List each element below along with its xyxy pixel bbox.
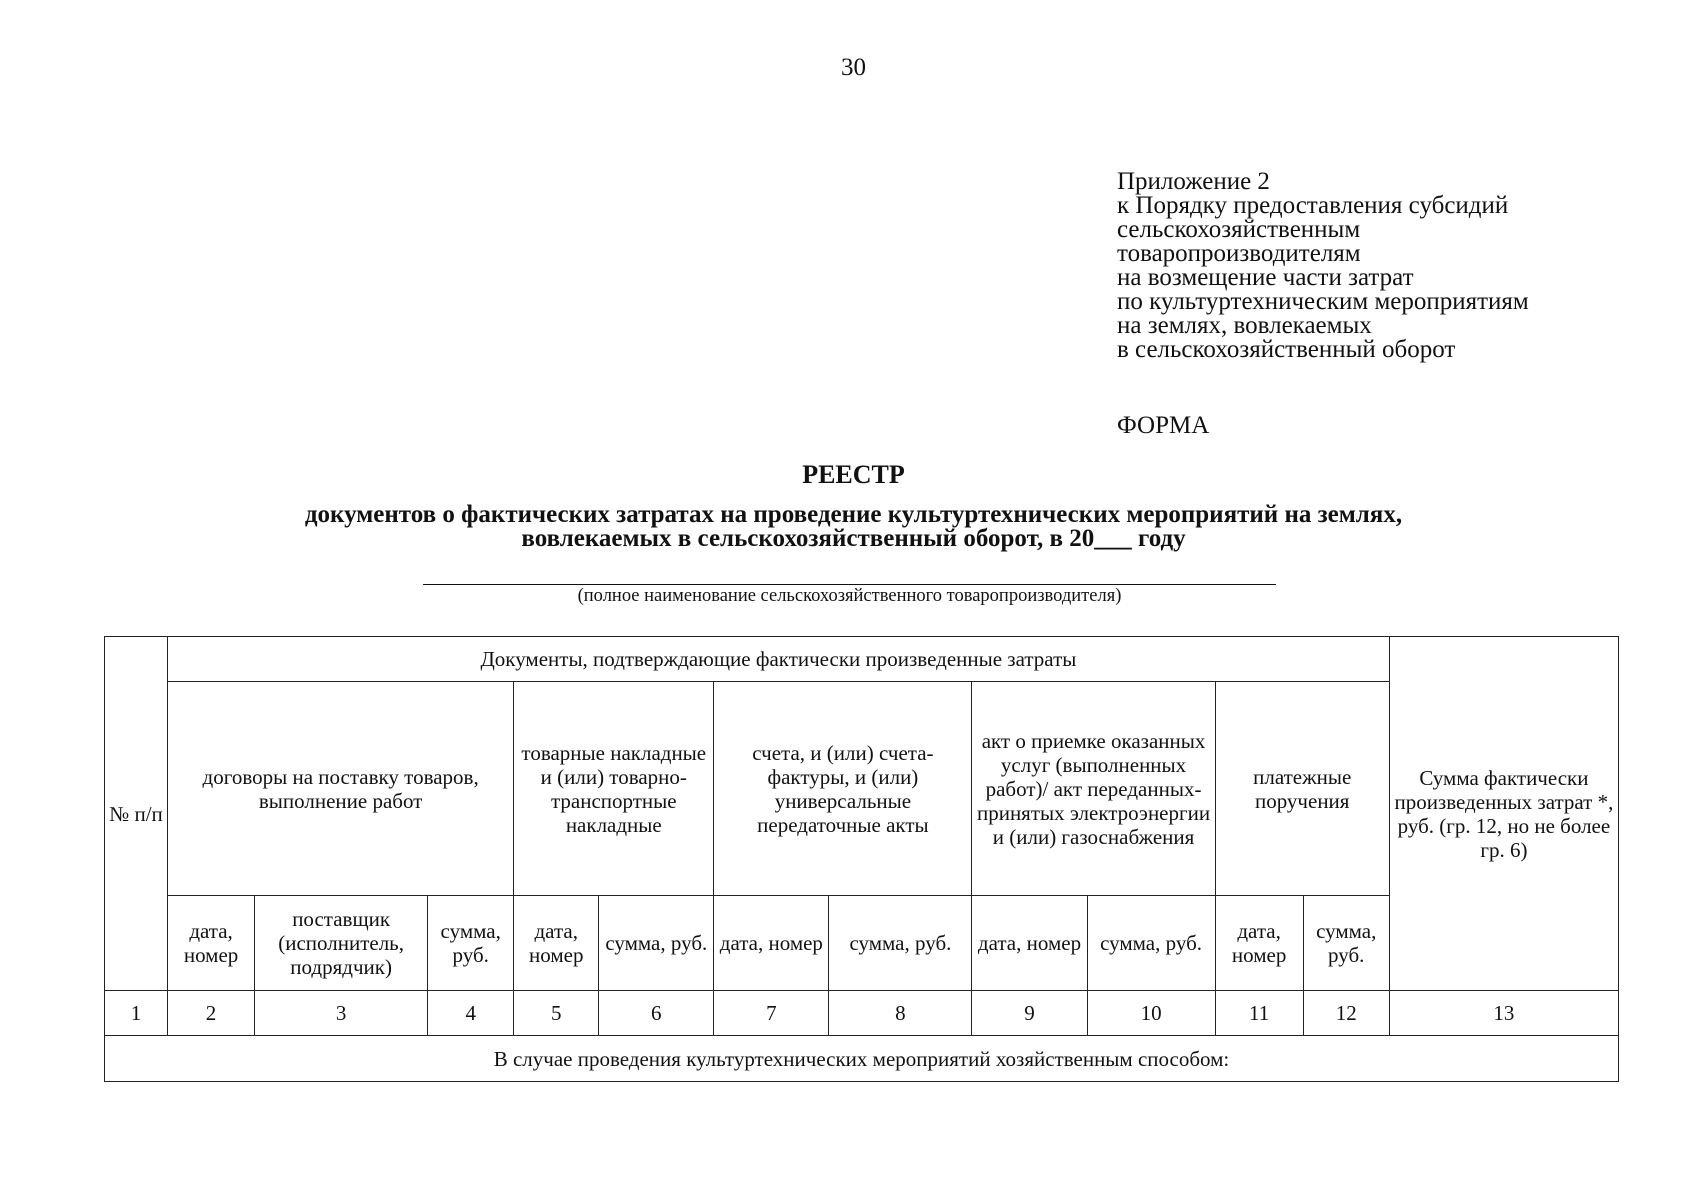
appendix-line: по культуртехническим мероприятиям	[1117, 288, 1529, 315]
column-number: 9	[972, 991, 1087, 1036]
appendix-line: товаропроизводителям	[1117, 240, 1361, 267]
appendix-line: Приложение 2	[1117, 168, 1270, 195]
subheader-date-number: дата, номер	[972, 896, 1087, 991]
column-number: 11	[1215, 991, 1303, 1036]
subheader-amount: сумма, руб.	[1303, 896, 1389, 991]
column-number: 2	[168, 991, 255, 1036]
header-waybills: товарные накладные и (или) товарно-транспортные накладные	[514, 682, 714, 896]
appendix-block	[1117, 170, 1677, 362]
header-row-number: № п/п	[105, 637, 168, 991]
column-number: 13	[1389, 991, 1618, 1036]
registry-title: РЕЕСТР	[802, 460, 905, 489]
header-acceptance-acts: акт о приемке оказанных услуг (выполненных работ)/ акт переданных-принятых электроэнергии и (или) газоснабжения	[972, 682, 1215, 896]
subheader-date-number: дата, номер	[1215, 896, 1303, 991]
subheader-amount: сумма, руб.	[1087, 896, 1215, 991]
registry-subtitle	[0, 503, 1707, 551]
subheader-date-number: дата, номер	[168, 896, 255, 991]
page-number: 30	[841, 54, 866, 81]
form-label: ФОРМА	[1117, 412, 1210, 439]
header-payment-orders: платежные поручения	[1215, 682, 1389, 896]
subheader-date-number: дата, номер	[714, 896, 829, 991]
subheader-amount: сумма, руб.	[428, 896, 514, 991]
registry-table	[104, 636, 1619, 1082]
column-number: 3	[255, 991, 428, 1036]
header-total-costs: Сумма фактически произведенных затрат *, руб. (гр. 12, но не более гр. 6)	[1389, 637, 1618, 991]
header-invoices: счета, и (или) счета-фактуры, и (или) универсальные передаточные акты	[714, 682, 972, 896]
subheader-supplier: поставщик (исполнитель, подрядчик)	[255, 896, 428, 991]
column-number: 1	[105, 991, 168, 1036]
column-number: 5	[514, 991, 599, 1036]
appendix-line: на возмещение части затрат	[1117, 264, 1414, 291]
subtitle-line: вовлекаемых в сельскохозяйственный оборот, в 20___ году	[521, 525, 1186, 552]
producer-name-caption: (полное наименование сельскохозяйственного товаропроизводителя)	[577, 586, 1122, 606]
subheader-amount: сумма, руб.	[599, 896, 714, 991]
column-number: 6	[599, 991, 714, 1036]
subheader-amount: сумма, руб.	[829, 896, 972, 991]
appendix-line: в сельскохозяйственный оборот	[1117, 336, 1456, 363]
producer-name-line	[423, 584, 1276, 585]
column-number: 10	[1087, 991, 1215, 1036]
column-number: 12	[1303, 991, 1389, 1036]
header-documents: Документы, подтверждающие фактически произведенные затраты	[168, 637, 1390, 682]
column-number: 7	[714, 991, 829, 1036]
appendix-line: сельскохозяйственным	[1117, 216, 1361, 243]
header-contracts: договоры на поставку товаров, выполнение работ	[168, 682, 514, 896]
column-number: 4	[428, 991, 514, 1036]
subheader-date-number: дата, номер	[514, 896, 599, 991]
appendix-line: на землях, вовлекаемых	[1117, 312, 1372, 339]
section-row-own-method: В случае проведения культуртехнических мероприятий хозяйственным способом:	[105, 1036, 1619, 1082]
column-number: 8	[829, 991, 972, 1036]
subtitle-line: документов о фактических затратах на проведение культуртехнических мероприятий на землях,	[304, 501, 1403, 528]
appendix-line: к Порядку предоставления субсидий	[1117, 192, 1509, 219]
